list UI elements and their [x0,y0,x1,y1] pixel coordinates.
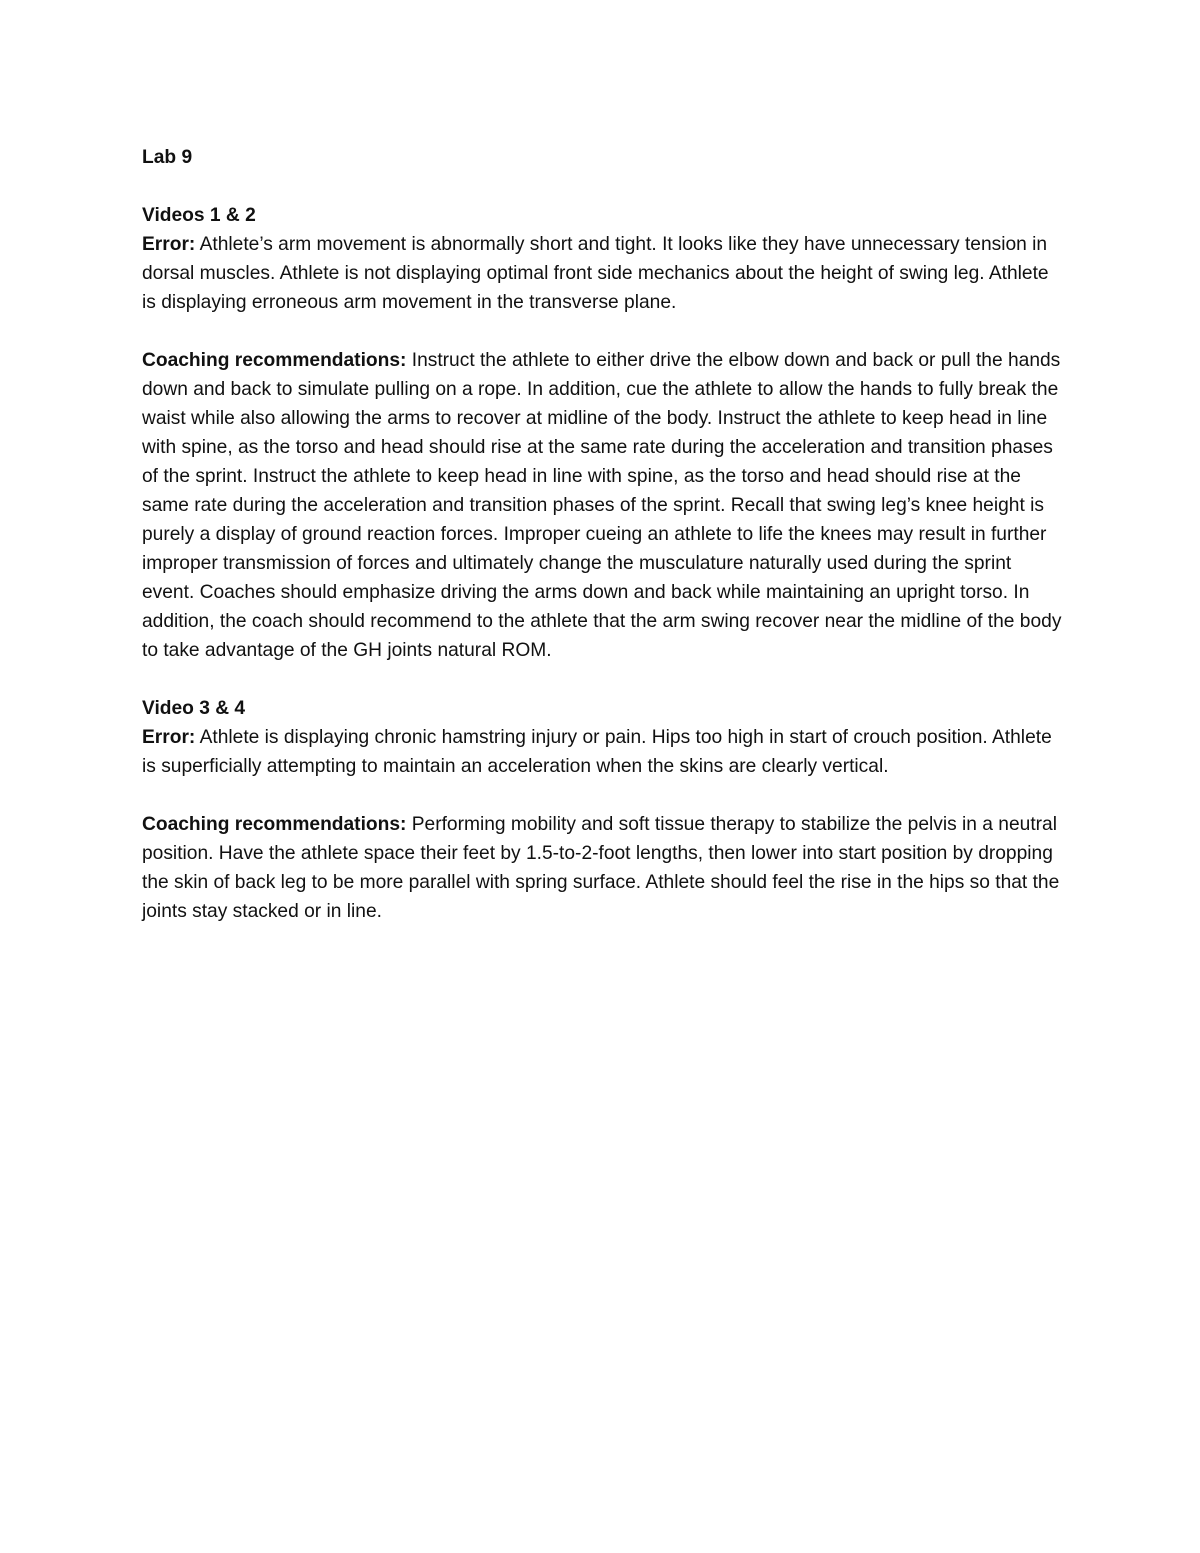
error-paragraph [142,723,1067,781]
error-text: Athlete is displaying chronic hamstring injury or pain. Hips too high in start of crouch position. Athlete is superficially attempting to maintain an acceleration when the skins are clearly vertical. [142,727,1052,777]
error-label: Error: [142,234,196,255]
section-videos-1-2 [142,201,1067,665]
error-paragraph [142,230,1067,317]
spacer [142,781,1067,810]
spacer [142,317,1067,346]
spacer [142,172,1067,201]
section-heading: Video 3 & 4 [142,698,246,719]
coaching-paragraph [142,346,1067,665]
coaching-text: Instruct the athlete to either drive the elbow down and back or pull the hands down and back to simulate pulling on a rope. In addition, cue the athlete to allow the hands to fully break the waist while also allowing the arms to recover at midline of the body. Instruct the athlete to keep head in line with spine, as the torso and head should rise at the same rate during the acceleration and transition phases of the sprint. Instruct the athlete to keep head in line with spine, as the torso and head should rise at the same rate during the acceleration and transition phases of the sprint. Recall that swing leg’s knee height is purely a display of ground reaction forces. Improper cueing an athlete to life the knees may result in further improper transmission of forces and ultimately change the musculature naturally used during the sprint event. Coaches should emphasize driving the arms down and back while maintaining an upright torso. In addition, the coach should recommend to the athlete that the arm swing recover near the midline of the body to take advantage of the GH joints natural ROM. [142,350,1062,661]
document-body [142,143,1067,926]
coaching-label: Coaching recommendations: [142,350,407,371]
coaching-paragraph [142,810,1067,926]
section-videos-3-4 [142,694,1067,926]
error-label: Error: [142,727,196,748]
coaching-text: Performing mobility and soft tissue therapy to stabilize the pelvis in a neutral position. Have the athlete space their feet by 1.5-to-2-foot lengths, then lower into start position by dropping the skin of back leg to be more parallel with spring surface. Athlete should feel the rise in the hips so that the joints stay stacked or in line. [142,814,1060,922]
coaching-label: Coaching recommendations: [142,814,407,835]
spacer [142,665,1067,694]
document-title: Lab 9 [142,147,193,168]
section-heading: Videos 1 & 2 [142,205,256,226]
error-text: Athlete’s arm movement is abnormally short and tight. It looks like they have unnecessary tension in dorsal muscles. Athlete is not displaying optimal front side mechanics about the height of swing leg. Athlete is displaying erroneous arm movement in the transverse plane. [142,234,1049,313]
